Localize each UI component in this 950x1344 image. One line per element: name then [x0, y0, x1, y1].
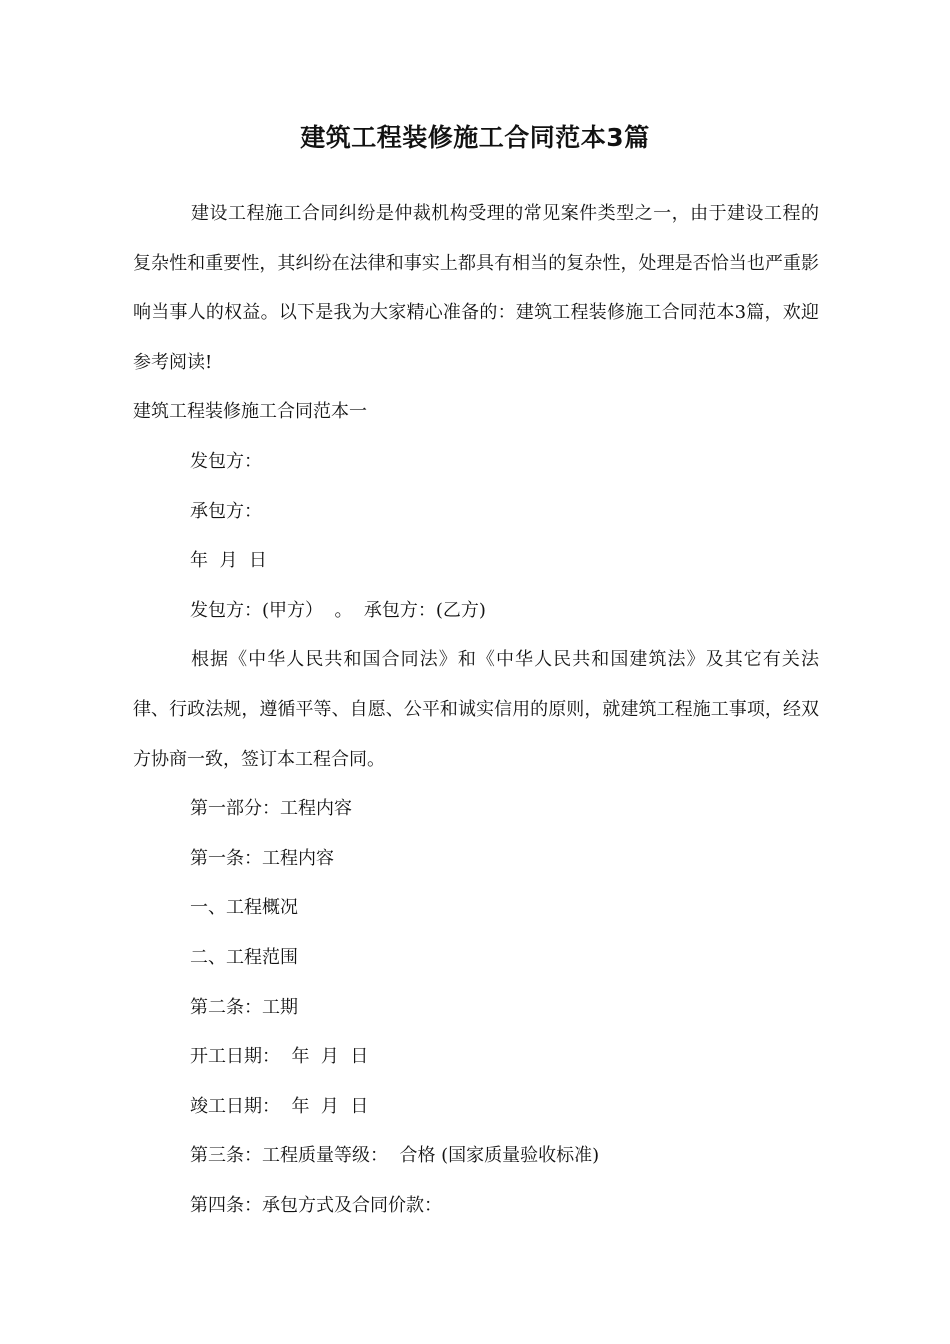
start-date-line: 开工日期： 年 月 日: [190, 1046, 369, 1068]
contractor-line: 承包方：: [190, 500, 262, 522]
completion-date-line: 竣工日期： 年 月 日: [190, 1095, 369, 1117]
article-one-heading: 第一条：工程内容: [190, 847, 334, 869]
legal-basis-paragraph: 根据《中华人民共和国合同法》和《中华人民共和国建筑法》及其它有关法律、行政法规，遵循平等、自愿、公平和诚实信用的原则，就建筑工程施工事项，经双方协商一致，签订本工程合同。: [133, 649, 819, 770]
intro-paragraph: 建设工程施工合同纠纷是仲裁机构受理的常见案件类型之一，由于建设工程的复杂性和重要性，其纠纷在法律和事实上都具有相当的复杂性，处理是否恰当也严重影响当事人的权益。以下是我为大家精心准备的：建筑工程装修施工合同范本3篇，欢迎参考阅读!: [133, 203, 819, 373]
part-one-heading: 第一部分：工程内容: [190, 798, 352, 820]
project-scope-item: 二、工程范围: [190, 946, 298, 968]
article-two-heading: 第二条：工期: [190, 996, 298, 1018]
article-four-heading: 第四条：承包方式及合同价款：: [190, 1194, 442, 1216]
document-title: 建筑工程装修施工合同范本3篇: [300, 123, 650, 152]
section-heading-contract-one: 建筑工程装修施工合同范本一: [133, 401, 367, 423]
article-three-quality-line: 第三条：工程质量等级： 合格 (国家质量验收标准): [190, 1145, 600, 1167]
employer-line: 发包方：: [190, 450, 262, 472]
date-line: 年 月 日: [190, 550, 267, 572]
document-body: [133, 189, 819, 1230]
parties-line: 发包方：(甲方） 。 承包方：(乙方): [190, 599, 486, 621]
project-overview-item: 一、工程概况: [190, 897, 298, 919]
